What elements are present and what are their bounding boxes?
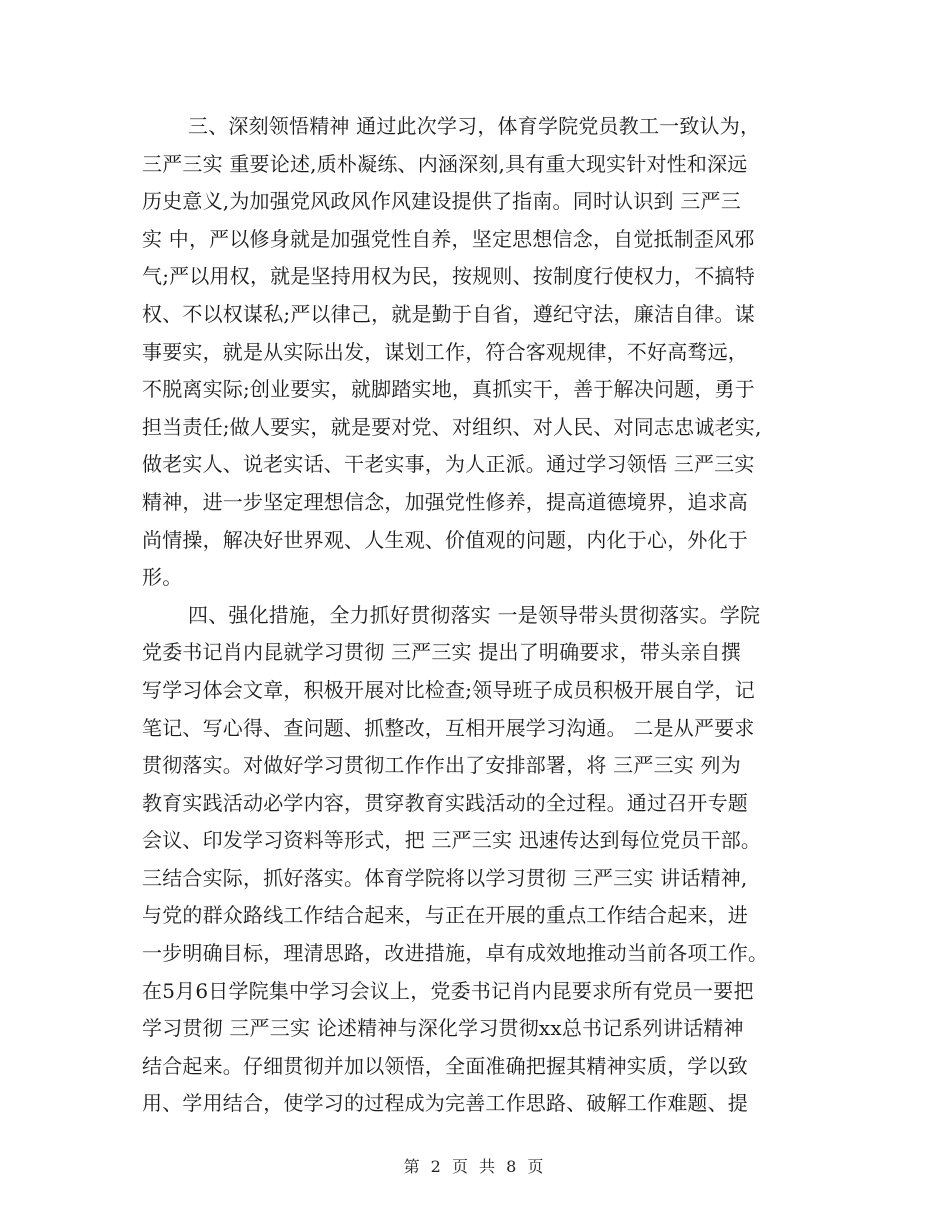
page-number-footer: 第 2 页 共 8 页 [403, 1157, 547, 1176]
text-line: 会议、印发学习资料等形式，把 三严三实 迅速传达到每位党员干部。 [142, 828, 762, 853]
text-line: 精神，进一步坚定理想信念，加强党性修养，提高道德境界，追求高 [142, 489, 748, 514]
text-line: 与党的群众路线工作结合起来，与正在开展的重点工作结合起来，进 [142, 903, 748, 928]
text-line: 不脱离实际;创业要实，就脚踏实地，真抓实干，善于解决问题，勇于 [142, 377, 755, 402]
text-line: 笔记、写心得、查问题、抓整改，互相开展学习沟通。 二是从严要求 [142, 715, 755, 740]
text-line: 用、学用结合，使学习的过程成为完善工作思路、破解工作难题、提 [142, 1091, 748, 1116]
text-line: 做老实人、说老实话、干老实事，为人正派。通过学习领悟 三严三实 [142, 452, 755, 477]
text-line: 历史意义,为加强党风政风作风建设提供了指南。同时认识到 三严三 [142, 189, 741, 214]
text-line: 四、强化措施，全力抓好贯彻落实 一是领导带头贯彻落实。学院 [188, 602, 761, 627]
document-body [142, 108, 818, 1123]
text-line: 学习贯彻 三严三实 论述精神与深化学习贯彻xx总书记系列讲话精神 [142, 1016, 744, 1041]
text-line: 事要实，就是从实际出发，谋划工作，符合客观规律，不好高骛远， [142, 339, 748, 364]
text-line: 结合起来。仔细贯彻并加以领悟，全面准确把握其精神实质，学以致 [142, 1053, 748, 1078]
text-line: 气;严以用权，就是坚持用权为民，按规则、按制度行使权力，不搞特 [142, 264, 755, 289]
text-line: 在5月6日学院集中学习会议上，党委书记肖内昆要求所有党员一要把 [142, 978, 754, 1003]
text-line: 担当责任;做人要实，就是要对党、对组织、对人民、对同志忠诚老实, [142, 414, 762, 439]
text-line: 贯彻落实。对做好学习贯彻工作作出了安排部署，将 三严三实 列为 [142, 753, 741, 778]
text-line: 党委书记肖内昆就学习贯彻 三严三实 提出了明确要求，带头亲自撰 [142, 640, 741, 665]
text-line: 形。 [142, 565, 183, 590]
text-line: 尚情操，解决好世界观、人生观、价值观的问题，内化于心，外化于 [142, 527, 748, 552]
text-line: 三严三实 重要论述,质朴凝练、内涵深刻,具有重大现实针对性和深远 [142, 151, 748, 176]
text-line: 三、深刻领悟精神 通过此次学习，体育学院党员教工一致认为， [188, 114, 761, 138]
text-line: 一步明确目标，理清思路，改进措施，卓有成效地推动当前各项工作。 [142, 941, 769, 966]
text-line: 权、不以权谋私;严以律己，就是勤于自省，遵纪守法，廉洁自律。谋 [142, 301, 755, 326]
text-line: 三结合实际，抓好落实。体育学院将以学习贯彻 三严三实 讲话精神, [142, 865, 748, 890]
text-line: 教育实践活动必学内容，贯穿教育实践活动的全过程。通过召开专题 [142, 790, 748, 815]
text-line: 写学习体会文章，积极开展对比检查;领导班子成员积极开展自学，记 [142, 677, 755, 702]
text-line: 实 中，严以修身就是加强党性自养，坚定思想信念，自觉抵制歪风邪 [142, 226, 755, 251]
